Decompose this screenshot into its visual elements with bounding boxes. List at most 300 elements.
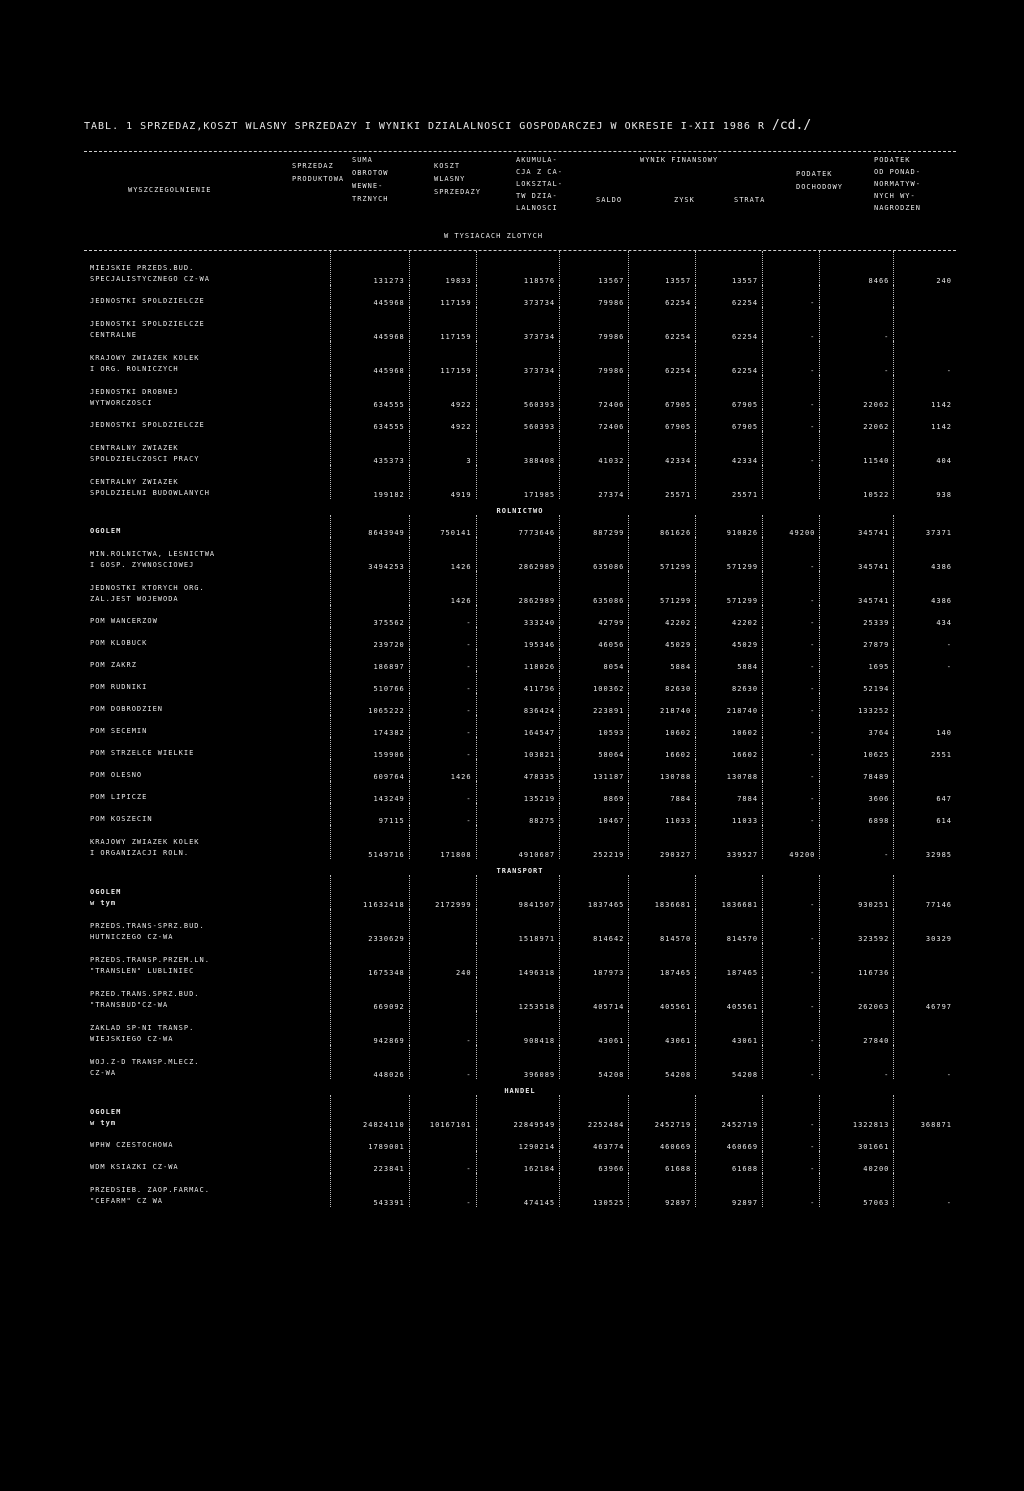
cell-value: - [763,307,820,341]
cell-value [894,943,956,977]
cell-value: - [763,1011,820,1045]
table-row [84,307,956,341]
cell-value: - [763,693,820,715]
cell-value: 7773646 [476,515,560,537]
cell-value: 67905 [696,409,763,431]
cell-value: - [763,781,820,803]
table-row [84,825,956,859]
cell-value: 92897 [696,1173,763,1207]
cell-value: 79986 [560,285,629,307]
cell-value: - [409,605,476,627]
cell-value: - [763,1129,820,1151]
cell-value: 130525 [560,1173,629,1207]
cell-value: - [763,649,820,671]
cell-value: 49200 [763,825,820,859]
cell-value: 61688 [629,1151,696,1173]
cell-value [409,977,476,1011]
table-row [84,1129,956,1151]
cell-value: 61688 [696,1151,763,1173]
header-col-akumulacja: LALNOSCI [516,204,558,212]
cell-value: 10522 [820,465,894,499]
cell-value: 634555 [330,409,409,431]
row-label: KRAJOWY ZWIAZEK KOLEK I ORG. ROLNICZYCH [90,354,200,373]
cell-value: 92897 [629,1173,696,1207]
cell-value: 4922 [409,375,476,409]
cell-value: 814570 [696,909,763,943]
row-label: WOJ.Z-D TRANSP.MLECZ. CZ-WA [90,1058,200,1077]
table-row [84,977,956,1011]
cell-value: - [763,737,820,759]
cell-value: - [763,803,820,825]
cell-value: 62254 [696,285,763,307]
cell-value: 11632418 [330,875,409,909]
cell-value: 223891 [560,693,629,715]
cell-value: - [409,1045,476,1079]
cell-value: 373734 [476,285,560,307]
row-label: KRAJOWY ZWIAZEK KOLEK I ORGANIZACJI ROLN. [90,838,200,857]
header-col-sprzedaz: PRODUKTOWA [292,175,345,183]
cell-value: 77146 [894,875,956,909]
cell-value: 2862989 [476,537,560,571]
cell-value: 814570 [629,909,696,943]
cell-value [894,1129,956,1151]
cell-value: 8643949 [330,515,409,537]
cell-value: 1518971 [476,909,560,943]
cell-value: 27374 [560,465,629,499]
cell-value: 836424 [476,693,560,715]
cell-value: 10467 [560,803,629,825]
cell-value: 2551 [894,737,956,759]
cell-value: 58064 [560,737,629,759]
cell-value [763,465,820,499]
header-group-wynik: WYNIK FINANSOWY [640,156,719,164]
cell-value: 252219 [560,825,629,859]
cell-value: 159906 [330,737,409,759]
table-row [84,375,956,409]
cell-value: 72406 [560,375,629,409]
row-label: MIN.ROLNICTWA, LESNICTWA I GOSP. ZYWNOSCIOWEJ [90,550,216,569]
cell-value: 171985 [476,465,560,499]
cell-value: 4386 [894,537,956,571]
cell-value: 240 [894,251,956,285]
row-label: OGOLEM w tym [90,1108,122,1127]
cell-value: 13557 [629,251,696,285]
table-row [84,909,956,943]
cell-value: 1836681 [696,875,763,909]
cell-value: 323592 [820,909,894,943]
cell-value: 942869 [330,1011,409,1045]
table-row [84,943,956,977]
cell-value: 62254 [629,307,696,341]
cell-value: 3606 [820,781,894,803]
header-col-podatek-ponadnorm: PODATEK [874,156,911,164]
cell-value: 100362 [560,671,629,693]
data-table [84,251,956,1207]
cell-value: 543391 [330,1173,409,1207]
header-col-podatek-dochodowy: DOCHODOWY [796,183,843,191]
row-label: POM KOSZECIN [90,815,153,823]
header-col-akumulacja: TW DZIA- [516,192,558,200]
cell-value: 6898 [820,803,894,825]
cell-value: 162184 [476,1151,560,1173]
cell-value: 54208 [560,1045,629,1079]
cell-value: 1290214 [476,1129,560,1151]
cell-value: 634555 [330,375,409,409]
cell-value: 117159 [409,307,476,341]
row-label: PRZED.TRANS.SPRZ.BUD. "TRANSBUD"CZ-WA [90,990,200,1009]
cell-value [894,693,956,715]
header-col-wyszczegolnienie: WYSZCZEGOLNIENIE [128,186,212,194]
table-row [84,1173,956,1207]
header-col-akumulacja: AKUMULA- [516,156,558,164]
cell-value: - [409,1151,476,1173]
cell-value: - [763,943,820,977]
row-label: POM WANCERZOW [90,617,158,625]
row-label: ZAKLAD SP-NI TRANSP. WIEJSKIEGO CZ-WA [90,1024,195,1043]
cell-value: 411756 [476,671,560,693]
table-row [84,1045,956,1079]
cell-value: 405714 [560,977,629,1011]
cell-value: 750141 [409,515,476,537]
header-col-akumulacja: CJA Z CA- [516,168,563,176]
cell-value: 82630 [696,671,763,693]
cell-value: 1426 [409,759,476,781]
cell-value: 135219 [476,781,560,803]
cell-value: 37371 [894,515,956,537]
cell-value: 42202 [696,605,763,627]
cell-value: 1253518 [476,977,560,1011]
cell-value: - [820,1045,894,1079]
row-label: PRZEDS.TRANS-SPRZ.BUD. HUTNICZEGO CZ-WA [90,922,205,941]
cell-value: 22849549 [476,1095,560,1129]
table-row [84,341,956,375]
cell-value: 1695 [820,649,894,671]
cell-value: 448026 [330,1045,409,1079]
cell-value: 3764 [820,715,894,737]
cell-value: 25339 [820,605,894,627]
cell-value: 669092 [330,977,409,1011]
cell-value: - [763,977,820,1011]
cell-value: 1426 [409,571,476,605]
cell-value: - [763,409,820,431]
cell-value: 7884 [696,781,763,803]
cell-value: 42202 [629,605,696,627]
header-col-podatek-dochodowy: PODATEK [796,170,833,178]
cell-value: - [763,341,820,375]
cell-value: 861626 [629,515,696,537]
row-label: POM DOBRODZIEN [90,705,164,713]
cell-value: 10602 [629,715,696,737]
cell-value: 186897 [330,649,409,671]
cell-value: 79986 [560,341,629,375]
row-label: POM OLESNO [90,771,143,779]
cell-value: 46056 [560,627,629,649]
cell-value: 474145 [476,1173,560,1207]
cell-value: 54208 [629,1045,696,1079]
header-col-podatek-ponadnorm: NAGRODZEN [874,204,921,212]
cell-value: - [763,431,820,465]
cell-value: - [763,571,820,605]
cell-value: 609764 [330,759,409,781]
cell-value: 52194 [820,671,894,693]
cell-value: 82630 [629,671,696,693]
section-title: ROLNICTWO [496,507,544,515]
header-col-koszt: KOSZT [434,162,461,170]
cell-value: 164547 [476,715,560,737]
cell-value: - [409,693,476,715]
cell-value: 42334 [696,431,763,465]
cell-value: 130788 [696,759,763,781]
cell-value: 43061 [696,1011,763,1045]
cell-value: 373734 [476,307,560,341]
row-label: POM STRZELCE WIELKIE [90,749,195,757]
cell-value: 887299 [560,515,629,537]
cell-value: 72406 [560,409,629,431]
cell-value: - [409,803,476,825]
cell-value: 199182 [330,465,409,499]
cell-value: - [409,715,476,737]
table-row [84,605,956,627]
cell-value: 25571 [629,465,696,499]
cell-value [894,1151,956,1173]
row-label: CENTRALNY ZWIAZEK SPOLDZIELNI BUDOWLANYCH [90,478,210,497]
cell-value: 333240 [476,605,560,627]
cell-value [763,251,820,285]
cell-value: 1837465 [560,875,629,909]
cell-value: 16602 [629,737,696,759]
cell-value: 405561 [629,977,696,1011]
table-row [84,715,956,737]
header-col-zysk: ZYSK [674,196,695,204]
row-label: POM RUDNIKI [90,683,148,691]
cell-value: 62254 [696,307,763,341]
header-col-strata: STRATA [734,196,766,204]
cell-value: 3 [409,431,476,465]
table-row [84,1011,956,1045]
section-title: TRANSPORT [496,867,544,875]
cell-value: - [894,341,956,375]
cell-value: - [763,1045,820,1079]
cell-value: 571299 [629,537,696,571]
cell-value [894,759,956,781]
cell-value: 614 [894,803,956,825]
cell-value: 1496318 [476,943,560,977]
section-heading [84,499,956,515]
cell-value: 10593 [560,715,629,737]
cell-value: 62254 [629,285,696,307]
cell-value: 131187 [560,759,629,781]
cell-value: 239720 [330,627,409,649]
table-row [84,803,956,825]
cell-value: 5149716 [330,825,409,859]
cell-value: 4386 [894,571,956,605]
cell-value: 187465 [696,943,763,977]
cell-value: - [763,671,820,693]
cell-value: - [763,909,820,943]
cell-value: 635086 [560,571,629,605]
cell-value: 301661 [820,1129,894,1151]
cell-value: 4922 [409,409,476,431]
cell-value: 635086 [560,537,629,571]
cell-value: 63966 [560,1151,629,1173]
cell-value: 1065222 [330,693,409,715]
cell-value [409,909,476,943]
cell-value: 130788 [629,759,696,781]
cell-value: - [763,285,820,307]
cell-value: 42334 [629,431,696,465]
cell-value: 396089 [476,1045,560,1079]
cell-value: 814642 [560,909,629,943]
cell-value: - [409,627,476,649]
section-heading [84,859,956,875]
table-row [84,737,956,759]
cell-value: - [894,649,956,671]
cell-value [820,285,894,307]
cell-value: 930251 [820,875,894,909]
cell-value: 560393 [476,375,560,409]
cell-value: 10167101 [409,1095,476,1129]
cell-value: 195346 [476,627,560,649]
table-row [84,1151,956,1173]
cell-value: 218740 [696,693,763,715]
header-col-suma-obrotow: SUMA [352,156,373,164]
cell-value: 67905 [696,375,763,409]
cell-value: - [409,1011,476,1045]
cell-value: 79986 [560,307,629,341]
cell-value: 42799 [560,605,629,627]
section-heading [84,1079,956,1095]
header-col-suma-obrotow: OBROTOW [352,169,389,177]
table-row [84,649,956,671]
cell-value: 240 [409,943,476,977]
cell-value: 1142 [894,375,956,409]
table-row [84,627,956,649]
cell-value: - [763,627,820,649]
title-suffix: /cd./ [772,118,812,133]
row-label: JEDNOSTKI DROBNEJ WYTWORCZOSCI [90,388,179,407]
cell-value: 16602 [696,737,763,759]
cell-value: 117159 [409,285,476,307]
cell-value: 45029 [696,627,763,649]
cell-value: 19833 [409,251,476,285]
table-row [84,537,956,571]
cell-value: 7884 [629,781,696,803]
cell-value: 218740 [629,693,696,715]
cell-value: - [763,1173,820,1207]
row-label: PRZEDS.TRANSP.PRZEM.LN. "TRANSLEN" LUBLINIEC [90,956,210,975]
header-col-podatek-ponadnorm: NORMATYW- [874,180,921,188]
title-text: TABL. 1 SPRZEDAZ,KOSZT WLASNY SPRZEDAZY I WYNIKI DZIALALNOSCI GOSPODARCZEJ W OKRESIE I-XII 1986 R [84,121,765,132]
cell-value: 67905 [629,375,696,409]
cell-value: 445968 [330,285,409,307]
cell-value: 8466 [820,251,894,285]
cell-value: 404 [894,431,956,465]
cell-value: 78489 [820,759,894,781]
cell-value: 2172999 [409,875,476,909]
cell-value: 97115 [330,803,409,825]
cell-value: - [409,781,476,803]
cell-value: 910826 [696,515,763,537]
cell-value: 1426 [409,537,476,571]
cell-value: 290327 [629,825,696,859]
cell-value: - [763,1151,820,1173]
cell-value [894,285,956,307]
cell-value: - [820,307,894,341]
row-label: WPHW CZESTOCHOWA [90,1141,174,1149]
row-label: POM KLOBUCK [90,639,148,647]
cell-value: 117159 [409,341,476,375]
cell-value: 434 [894,605,956,627]
row-label: PRZEDSIEB. ZAOP.FARMAC. "CEFARM" CZ WA [90,1186,210,1205]
header-col-suma-obrotow: WEWNE- [352,182,384,190]
cell-value: 1675348 [330,943,409,977]
cell-value: 2862989 [476,571,560,605]
cell-value: 187973 [560,943,629,977]
cell-value: 171808 [409,825,476,859]
cell-value: 131273 [330,251,409,285]
cell-value: - [763,537,820,571]
cell-value: 368871 [894,1095,956,1129]
cell-value: 88275 [476,803,560,825]
cell-value: 647 [894,781,956,803]
cell-value: 2452719 [629,1095,696,1129]
cell-value: 62254 [629,341,696,375]
cell-value: - [409,649,476,671]
cell-value: 22062 [820,409,894,431]
cell-value: 11540 [820,431,894,465]
cell-value: - [409,671,476,693]
cell-value [894,307,956,341]
row-label: MIEJSKIE PRZEDS.BUD. SPECJALISTYCZNEGO CZ-WA [90,264,210,283]
cell-value: 1142 [894,409,956,431]
table-row [84,571,956,605]
cell-value: 116736 [820,943,894,977]
row-label: POM ZAKRZ [90,661,137,669]
cell-value: 54208 [696,1045,763,1079]
cell-value: 187465 [629,943,696,977]
cell-value: 43061 [560,1011,629,1045]
cell-value: 24824110 [330,1095,409,1129]
cell-value: 435373 [330,431,409,465]
cell-value: 43061 [629,1011,696,1045]
cell-value: 32985 [894,825,956,859]
cell-value: 8869 [560,781,629,803]
cell-value: 10625 [820,737,894,759]
cell-value: 445968 [330,341,409,375]
cell-value: 1322813 [820,1095,894,1129]
row-label: JEDNOSTKI SPOLDZIELCZE CENTRALNE [90,320,205,339]
cell-value: 133252 [820,693,894,715]
cell-value: 345741 [820,515,894,537]
cell-value: 57063 [820,1173,894,1207]
cell-value: 5884 [696,649,763,671]
header-col-koszt: WLASNY [434,175,466,183]
cell-value: 560393 [476,409,560,431]
cell-value: 22062 [820,375,894,409]
table-row [84,693,956,715]
cell-value: 571299 [696,571,763,605]
cell-value: 3494253 [330,537,409,571]
cell-value: 4910687 [476,825,560,859]
cell-value: 13557 [696,251,763,285]
table-row [84,671,956,693]
cell-value: - [763,1095,820,1129]
table-row [84,465,956,499]
cell-value: - [894,1045,956,1079]
cell-value: 463774 [560,1129,629,1151]
cell-value: 5884 [629,649,696,671]
cell-value: 27879 [820,627,894,649]
